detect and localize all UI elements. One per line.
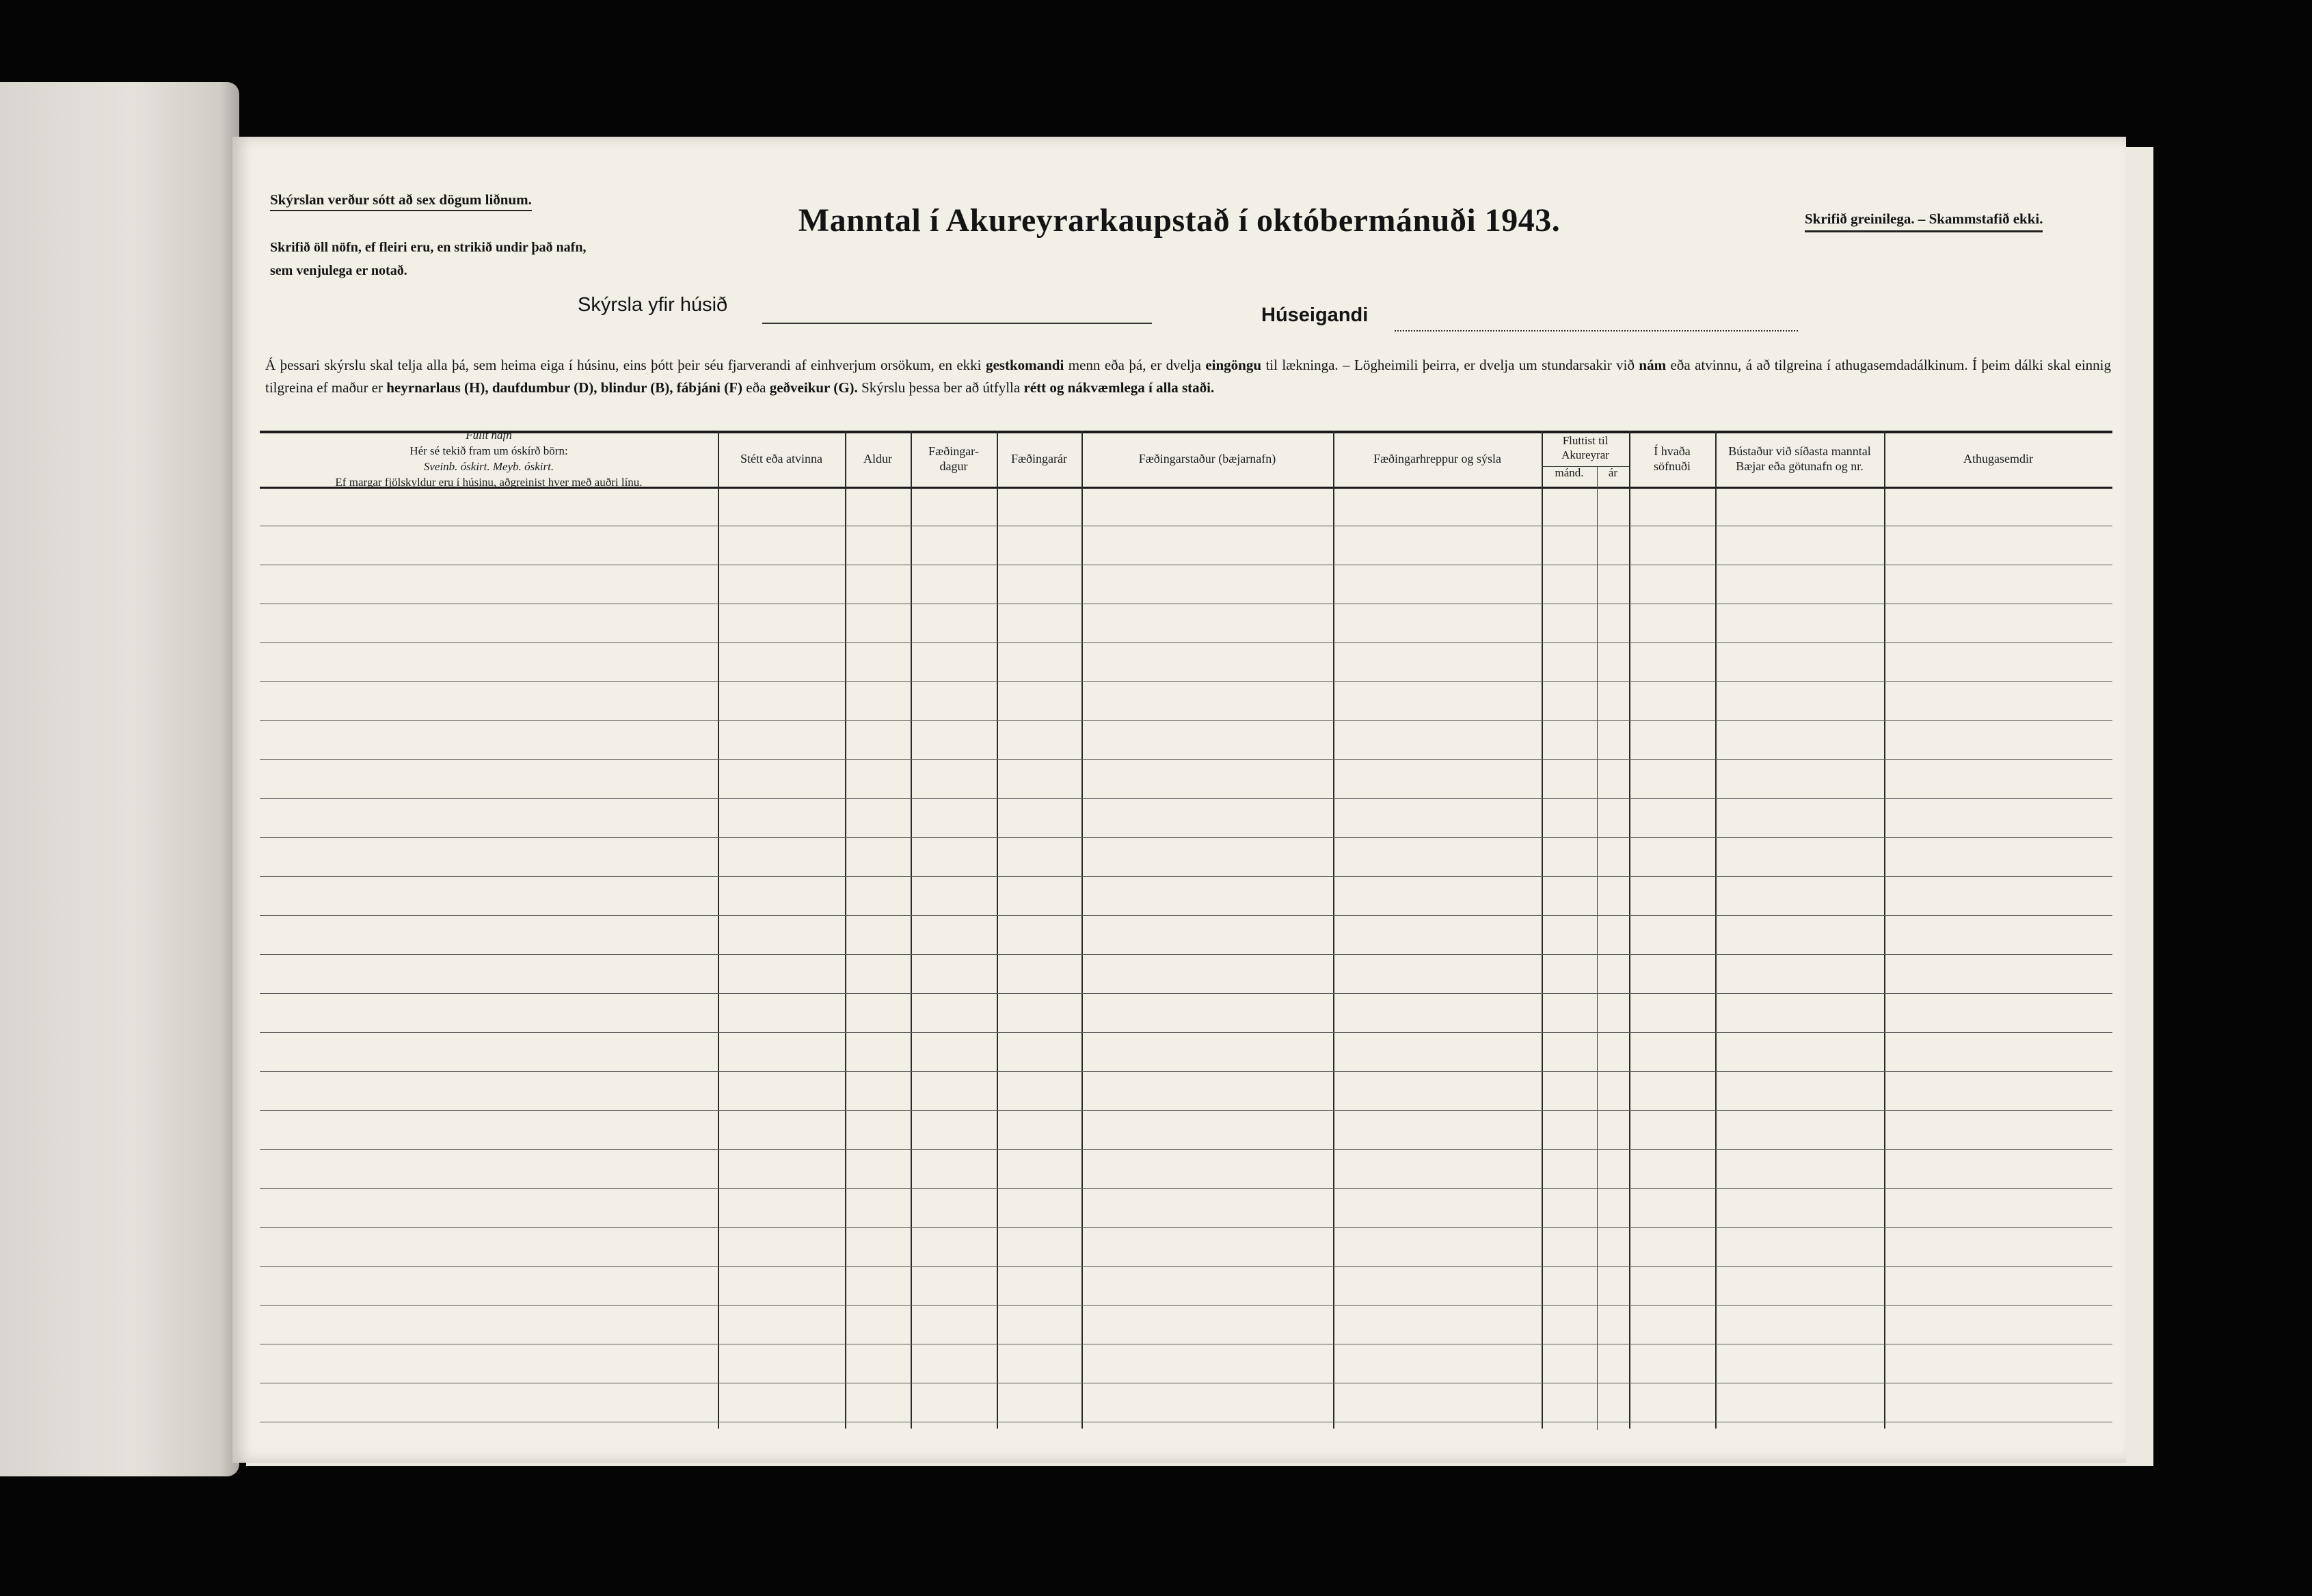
- col-birth-year: Fæðingarár: [1011, 452, 1067, 465]
- owner-input-line[interactable]: [1395, 330, 1798, 332]
- table-row[interactable]: [260, 1266, 2112, 1267]
- census-table: [260, 431, 2112, 1429]
- col-moved-year: ár: [1608, 466, 1618, 479]
- table-row[interactable]: [260, 1110, 2112, 1111]
- col-age: Aldur: [863, 452, 892, 465]
- house-input-line[interactable]: [762, 323, 1152, 324]
- table-row[interactable]: [260, 681, 2112, 682]
- table-row[interactable]: [260, 759, 2112, 760]
- table-row[interactable]: [260, 1305, 2112, 1306]
- column-divider: [911, 431, 912, 1429]
- census-form-page: [232, 137, 2126, 1463]
- table-row[interactable]: [260, 1227, 2112, 1228]
- column-divider: [1597, 466, 1598, 1430]
- column-divider: [1542, 431, 1543, 1429]
- col-birth-parish: Fæðingarhreppur og sýsla: [1373, 452, 1501, 465]
- column-divider: [1333, 431, 1334, 1429]
- col-previous-residence: [1715, 431, 1884, 487]
- column-divider: [997, 431, 998, 1429]
- column-divider: [1629, 431, 1630, 1429]
- column-divider: [845, 431, 846, 1429]
- moved-subheader-rule: [1542, 466, 1629, 467]
- col-moved-month: mánd.: [1555, 466, 1584, 479]
- col-birthplace: Fæðingarstaður (bæjarnafn): [1138, 452, 1276, 465]
- col-parish: Í hvaða söfnuði: [1654, 444, 1691, 473]
- write-clearly-notice: Skrifið greinilega. – Skammstafið ekki.: [1805, 211, 2043, 232]
- table-row[interactable]: [260, 1071, 2112, 1072]
- owner-label: Húseigandi: [1261, 304, 1369, 326]
- residence-sub: Bæjar eða götunafn og nr.: [1736, 459, 1864, 473]
- table-row[interactable]: [260, 876, 2112, 877]
- col-occupation: Stétt eða atvinna: [740, 452, 822, 465]
- table-header-rule: [260, 487, 2112, 489]
- column-divider: [1884, 431, 1885, 1429]
- column-divider: [1081, 431, 1083, 1429]
- col-moved: Fluttist til Akureyrar: [1561, 434, 1609, 461]
- col-remarks: Athugasemdir: [1963, 452, 2033, 465]
- house-label: Skýrsla yfir húsið: [578, 294, 728, 316]
- col-full-name: Fullt nafn Hér sé tekið fram um óskírð börn: Sveinb. óskirt. Meyb. óskirt. Ef margar fjölskyldur eru í húsinu, aðgreinist hver með auðri línu.: [335, 429, 643, 489]
- table-row[interactable]: [260, 837, 2112, 838]
- table-row[interactable]: [260, 993, 2112, 994]
- instructions-paragraph: Á þessari skýrslu skal telja alla þá, sem heima eiga í húsinu, eins þótt þeir séu fjarverandi af einhverjum orsökum, en ekki gestkomandi menn eða þá, er dvelja eingöngu til lækninga. – Lögheimili þeirra, er dvelja um stundarsakir við nám eða atvinnu, á að tilgreina í athugasemdadálkinum. Í þeim dálki skal einnig tilgreina ef maður er heyrnarlaus (H), daufdumbur (D), blindur (B), fábjáni (F) eða geðveikur (G). Skýrslu þessa ber að útfylla rétt og nákvæmlega í alla staði.: [265, 357, 2112, 396]
- name-instruction: Skrifið öll nöfn, ef fleiri eru, en strikið undir það nafn, sem venjulega er notað.: [270, 240, 587, 278]
- left-page: [0, 82, 239, 1476]
- table-row[interactable]: [260, 1149, 2112, 1150]
- collection-notice: Skýrslan verður sótt að sex dögum liðnum.: [270, 191, 532, 211]
- column-divider: [1715, 431, 1717, 1429]
- col-birth-day: Fæðingar-dagur: [928, 444, 979, 473]
- residence-title: Bústaður við síðasta manntal: [1728, 444, 1871, 458]
- form-title: Manntal í Akureyrarkaupstað í októbermánuði 1943.: [798, 202, 1561, 239]
- table-row[interactable]: [260, 720, 2112, 721]
- table-row[interactable]: [260, 954, 2112, 955]
- table-row[interactable]: [260, 915, 2112, 916]
- table-row[interactable]: [260, 1032, 2112, 1033]
- table-row[interactable]: [260, 1188, 2112, 1189]
- column-divider: [718, 431, 719, 1429]
- table-row[interactable]: [260, 798, 2112, 799]
